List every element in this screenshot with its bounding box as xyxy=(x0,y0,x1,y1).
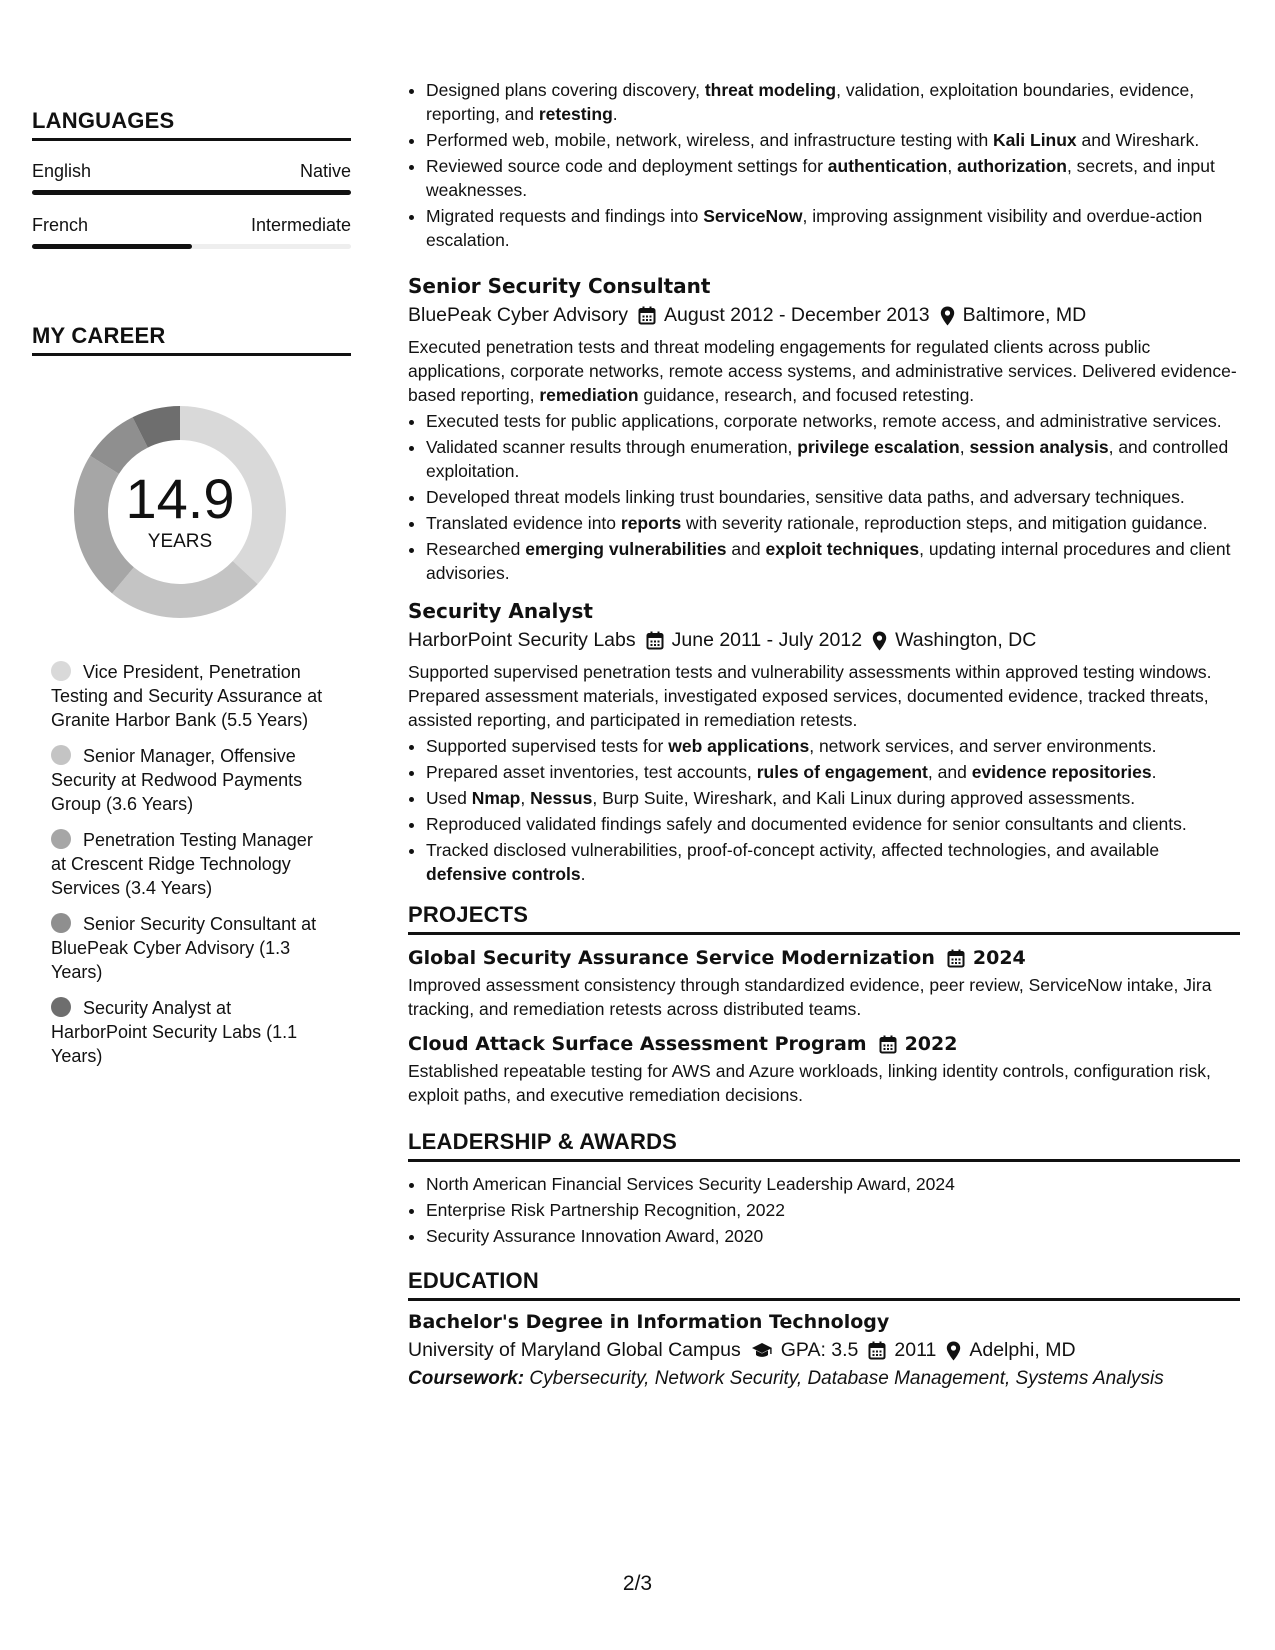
bold-keyword: remediation xyxy=(539,385,639,405)
text-segment: Used xyxy=(426,788,472,808)
bullet-item xyxy=(426,204,1240,252)
calendar-icon xyxy=(868,1341,886,1360)
text-segment: Designed plans covering discovery, xyxy=(426,80,705,100)
career-total-unit: YEARS xyxy=(147,531,213,552)
language-proficiency-bar xyxy=(32,190,351,195)
experience-list xyxy=(408,274,1240,886)
job-dates: June 2011 - July 2012 xyxy=(671,629,863,651)
calendar-icon xyxy=(947,949,965,968)
language-level: Intermediate xyxy=(250,215,351,235)
job-summary xyxy=(408,335,1240,407)
page-number: 2/3 xyxy=(622,1572,653,1595)
main-content xyxy=(408,78,1240,1390)
text-segment: , xyxy=(959,437,970,457)
text-segment: Validated scanner results through enumeration, xyxy=(426,437,798,457)
bullet-item xyxy=(426,409,1240,433)
education-location: Adelphi, MD xyxy=(969,1339,1076,1361)
bold-keyword: authorization xyxy=(957,156,1067,176)
job-title: Security Analyst xyxy=(408,599,593,623)
text-segment: and Wireshark. xyxy=(1076,130,1200,150)
project-entry xyxy=(408,1033,1240,1107)
text-segment: Prepared asset inventories, test accounts, xyxy=(426,762,757,782)
education-degree: Bachelor's Degree in Information Technology xyxy=(408,1311,890,1333)
text-segment: , improving assignment visibility and overdue-action escalation. xyxy=(426,206,1203,250)
sidebar xyxy=(32,108,351,1080)
project-description: Improved assessment consistency through standardized evidence, peer review, ServiceNow intake, Jira tracking, and remediation retests across distributed teams. xyxy=(408,975,1212,1019)
bold-keyword: evidence repositories xyxy=(971,762,1152,782)
map-pin-icon xyxy=(940,306,955,326)
job-location: Washington, DC xyxy=(895,629,1037,651)
text-segment: Tracked disclosed vulnerabilities, proof-of-concept activity, affected technologies, and available xyxy=(426,840,1160,860)
bold-keyword: exploit techniques xyxy=(765,539,920,559)
bullet-item xyxy=(426,786,1240,810)
bold-keyword: privilege escalation xyxy=(797,437,960,457)
bullet-item xyxy=(426,812,1240,836)
legend-color-dot xyxy=(51,829,71,849)
job-meta xyxy=(408,304,1240,327)
bold-keyword: emerging vulnerabilities xyxy=(525,539,727,559)
bullet-item xyxy=(426,838,1240,886)
language-proficiency-bar xyxy=(32,244,351,249)
map-pin-icon xyxy=(872,631,887,651)
career-legend-label: Vice President, Penetration Testing and Security Assurance at Granite Harbor Bank (5.5 Years) xyxy=(51,662,323,730)
calendar-icon xyxy=(879,1035,897,1054)
language-proficiency-fill xyxy=(32,190,351,195)
language-proficiency-fill xyxy=(32,244,192,249)
career-legend-item xyxy=(51,744,331,816)
bold-keyword: retesting xyxy=(538,104,613,124)
text-segment: Executed penetration tests and threat modeling engagements for regulated clients across public applications, corporate networks, remote access systems, and administrative services. Delivered evidence-based reporting, xyxy=(408,337,1237,405)
text-segment: , and controlled exploitation. xyxy=(426,437,1229,481)
calendar-icon xyxy=(638,306,656,325)
career-legend-item xyxy=(51,828,331,900)
text-segment: , and xyxy=(927,762,972,782)
job-entry xyxy=(408,274,1240,585)
language-name: English xyxy=(32,161,92,181)
text-segment: , updating internal procedures and client advisories. xyxy=(426,539,1231,583)
award-item: • Enterprise Risk Partnership Recognition, 2022 xyxy=(426,1198,1240,1222)
bold-keyword: Nmap xyxy=(471,788,521,808)
map-pin-icon xyxy=(946,1341,961,1361)
text-segment: Executed tests for public applications, corporate networks, remote access, and administrative services. xyxy=(426,411,1222,431)
text-segment: Supported supervised tests for xyxy=(426,736,669,756)
education-year: 2011 xyxy=(894,1339,937,1361)
career-legend-label: Penetration Testing Manager at Crescent Ridge Technology Services (3.4 Years) xyxy=(51,830,313,898)
career-heading: MY CAREER xyxy=(32,323,351,356)
project-name: Global Security Assurance Service Modernization xyxy=(408,947,935,969)
text-segment: guidance, research, and focused retesting. xyxy=(638,385,975,405)
job-meta xyxy=(408,629,1240,652)
text-segment: , secrets, and input weaknesses. xyxy=(426,156,1215,200)
education-gpa: GPA: 3.5 xyxy=(780,1339,859,1361)
projects-list xyxy=(408,947,1240,1107)
project-description: Established repeatable testing for AWS and Azure workloads, linking identity controls, configuration risk, exploit paths, and executive remediation decisions. xyxy=(408,1061,1211,1105)
career-legend-item xyxy=(51,996,331,1068)
project-title xyxy=(408,1033,1240,1055)
job-company: HarborPoint Security Labs xyxy=(408,629,636,651)
career-legend-label: Senior Manager, Offensive Security at Redwood Payments Group (3.6 Years) xyxy=(51,746,303,814)
career-donut-chart xyxy=(66,398,294,626)
job-summary xyxy=(408,660,1240,732)
text-segment: Migrated requests and findings into xyxy=(426,206,704,226)
bullet-item xyxy=(426,128,1240,152)
legend-color-dot xyxy=(51,661,71,681)
text-segment: Researched xyxy=(426,539,526,559)
job-location: Baltimore, MD xyxy=(962,304,1087,326)
language-row xyxy=(32,161,351,182)
career-legend-label: Senior Security Consultant at BluePeak Cyber Advisory (1.3 Years) xyxy=(51,914,317,982)
bold-keyword: authentication xyxy=(827,156,948,176)
text-segment: Reproduced validated findings safely and documented evidence for senior consultants and clients. xyxy=(426,814,1187,834)
legend-color-dot xyxy=(51,997,71,1017)
project-year: 2024 xyxy=(972,947,1026,969)
text-segment: , Burp Suite, Wireshark, and Kali Linux during approved assessments. xyxy=(592,788,1136,808)
calendar-icon xyxy=(646,631,664,650)
bold-keyword: session analysis xyxy=(969,437,1109,457)
bold-keyword: web applications xyxy=(668,736,810,756)
awards-heading: LEADERSHIP & AWARDS xyxy=(408,1129,1240,1162)
text-segment: Supported supervised penetration tests and vulnerability assessments within approved testing windows. Prepared assessment materials, investigated exposed services, documented evidence, tracked threats, assisted reporting, and participated in remediation retests. xyxy=(408,662,1212,730)
bold-keyword: defensive controls xyxy=(426,864,581,884)
job-entry xyxy=(408,599,1240,886)
bullet-item xyxy=(426,485,1240,509)
text-segment: . xyxy=(612,104,618,124)
education-meta xyxy=(408,1339,1240,1362)
text-segment: . xyxy=(580,864,586,884)
bullet-item xyxy=(426,760,1240,784)
project-entry xyxy=(408,947,1240,1021)
language-name: French xyxy=(32,215,89,235)
bullet-item xyxy=(426,154,1240,202)
language-row xyxy=(32,215,351,236)
project-title xyxy=(408,947,1240,969)
bullet-item xyxy=(426,734,1240,758)
text-segment: with severity rationale, reproduction steps, and mitigation guidance. xyxy=(681,513,1208,533)
education-heading: EDUCATION xyxy=(408,1268,1240,1301)
text-segment: , xyxy=(947,156,958,176)
previous-role-bullets xyxy=(408,78,1240,252)
bullet-item xyxy=(426,537,1240,585)
text-segment: , network services, and server environments. xyxy=(809,736,1157,756)
projects-heading: PROJECTS xyxy=(408,902,1240,935)
bold-keyword: ServiceNow xyxy=(703,206,803,226)
text-segment: Developed threat models linking trust boundaries, sensitive data paths, and adversary techniques. xyxy=(426,487,1185,507)
text-segment: Translated evidence into xyxy=(426,513,621,533)
bold-keyword: Nessus xyxy=(530,788,593,808)
bold-keyword: Kali Linux xyxy=(993,130,1077,150)
education-coursework xyxy=(408,1368,1240,1390)
career-legend xyxy=(51,660,331,1068)
text-segment: Performed web, mobile, network, wireless, and infrastructure testing with xyxy=(426,130,994,150)
job-bullets xyxy=(408,734,1240,886)
project-name: Cloud Attack Surface Assessment Program xyxy=(408,1033,867,1055)
career-legend-item xyxy=(51,912,331,984)
legend-color-dot xyxy=(51,913,71,933)
bullet-item xyxy=(426,511,1240,535)
bullet-item xyxy=(426,435,1240,483)
graduation-cap-icon xyxy=(751,1342,773,1360)
languages-heading: LANGUAGES xyxy=(32,108,351,141)
legend-color-dot xyxy=(51,745,71,765)
career-legend-item xyxy=(51,660,331,732)
award-item: • Security Assurance Innovation Award, 2020 xyxy=(426,1224,1240,1248)
job-title: Senior Security Consultant xyxy=(408,274,711,298)
text-segment: . xyxy=(1151,762,1157,782)
language-level: Native xyxy=(299,161,351,181)
career-total-years: 14.9 xyxy=(125,467,235,530)
bold-keyword: threat modeling xyxy=(704,80,837,100)
education-school: University of Maryland Global Campus xyxy=(408,1339,741,1361)
awards-list xyxy=(408,1172,1240,1248)
text-segment: Reviewed source code and deployment settings for xyxy=(426,156,828,176)
job-company: BluePeak Cyber Advisory xyxy=(408,304,629,326)
award-item: • North American Financial Services Security Leadership Award, 2024 xyxy=(426,1172,1240,1196)
coursework-text: Cybersecurity, Network Security, Database Management, Systems Analysis xyxy=(529,1368,1164,1389)
bold-keyword: rules of engagement xyxy=(756,762,928,782)
project-year: 2022 xyxy=(904,1033,958,1055)
text-segment: , xyxy=(520,788,531,808)
bullet-item xyxy=(426,78,1240,126)
coursework-label: Coursework: xyxy=(408,1368,525,1389)
text-segment: and xyxy=(726,539,766,559)
languages-list xyxy=(32,161,351,249)
job-bullets xyxy=(408,409,1240,585)
bold-keyword: reports xyxy=(620,513,682,533)
text-segment: , validation, exploitation boundaries, evidence, reporting, and xyxy=(426,80,1195,124)
job-dates: August 2012 - December 2013 xyxy=(664,304,930,326)
career-legend-label: Security Analyst at HarborPoint Security Labs (1.1 Years) xyxy=(51,998,298,1066)
